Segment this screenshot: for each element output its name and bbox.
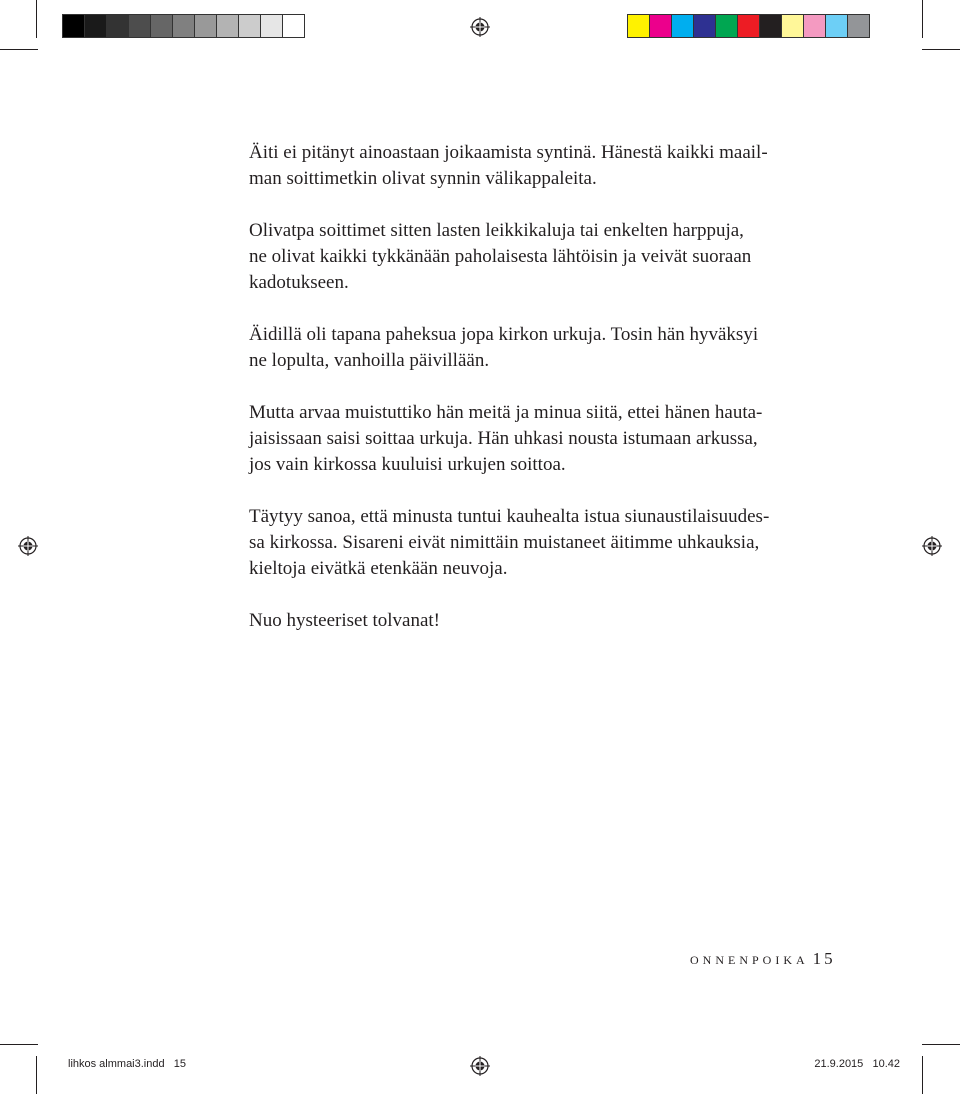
gray-swatch <box>150 14 173 38</box>
process-color-swatch <box>649 14 672 38</box>
grayscale-color-bar <box>62 14 304 40</box>
paragraph-4: Mutta arvaa muistuttiko hän meitä ja minua siitä, ettei hänen hauta- jaisissaan saisi soittaa urkuja. Hän uhkasi nousta istumaan arkussa, jos vain kirkossa kuuluisi urkujen soittoa. <box>249 402 763 475</box>
gray-swatch <box>216 14 239 38</box>
process-color-swatch <box>781 14 804 38</box>
registration-mark-icon <box>18 536 38 556</box>
process-color-swatch <box>847 14 870 38</box>
gray-swatch <box>260 14 283 38</box>
crop-mark-top-left-h <box>0 49 38 50</box>
running-title: ONNENPOIKA <box>690 953 809 967</box>
paragraph-1: Äiti ei pitänyt ainoastaan joikaamista syntinä. Hänestä kaikki maail- man soittimetkin olivat synnin välikappaleita. <box>249 142 768 189</box>
registration-mark-icon <box>470 17 490 37</box>
page-number: 15 <box>812 949 836 968</box>
gray-swatch <box>62 14 85 38</box>
slug-timestamp: 21.9.2015 10.42 <box>814 1058 900 1070</box>
paragraph-2: Olivatpa soittimet sitten lasten leikkikaluja tai enkelten harppuja, ne olivat kaikki tykkänään paholaisesta lähtöisin ja veivät suoraan kadotukseen. <box>249 220 752 293</box>
crop-mark-bottom-left-v <box>36 1056 37 1094</box>
gray-swatch <box>194 14 217 38</box>
process-color-swatch <box>737 14 760 38</box>
page-footer <box>690 949 836 970</box>
crop-mark-bottom-left-h <box>0 1044 38 1045</box>
process-color-swatch <box>693 14 716 38</box>
process-color-swatch <box>803 14 826 38</box>
process-color-swatch <box>825 14 848 38</box>
crop-mark-top-right-v <box>922 0 923 38</box>
gray-swatch <box>84 14 107 38</box>
paragraph-6: Nuo hysteeriset tolvanat! <box>249 610 441 631</box>
slug-file-name: lihkos almmai3.indd 15 <box>68 1058 187 1070</box>
registration-mark-icon <box>470 1056 490 1076</box>
crop-mark-bottom-right-h <box>922 1044 960 1045</box>
process-color-swatch <box>715 14 738 38</box>
gray-swatch <box>172 14 195 38</box>
gray-swatch <box>238 14 261 38</box>
process-color-swatch <box>627 14 650 38</box>
crop-mark-top-right-h <box>922 49 960 50</box>
gray-swatch <box>282 14 305 38</box>
process-color-swatch <box>759 14 782 38</box>
process-color-bar <box>627 14 869 40</box>
registration-mark-icon <box>922 536 942 556</box>
paragraph-3: Äidillä oli tapana paheksua jopa kirkon urkuja. Tosin hän hyväksyi ne lopulta, vanhoilla päivillään. <box>249 324 759 371</box>
gray-swatch <box>128 14 151 38</box>
gray-swatch <box>106 14 129 38</box>
crop-mark-bottom-right-v <box>922 1056 923 1094</box>
process-color-swatch <box>671 14 694 38</box>
crop-mark-top-left-v <box>36 0 37 38</box>
body-text <box>249 140 834 660</box>
paragraph-5: Täytyy sanoa, että minusta tuntui kauhealta istua siunaustilaisuudes- sa kirkossa. Sisareni eivät nimittäin muistaneet äitimme uhkauksia, kieltoja eivätkä etenkään neuvoja. <box>249 506 770 579</box>
